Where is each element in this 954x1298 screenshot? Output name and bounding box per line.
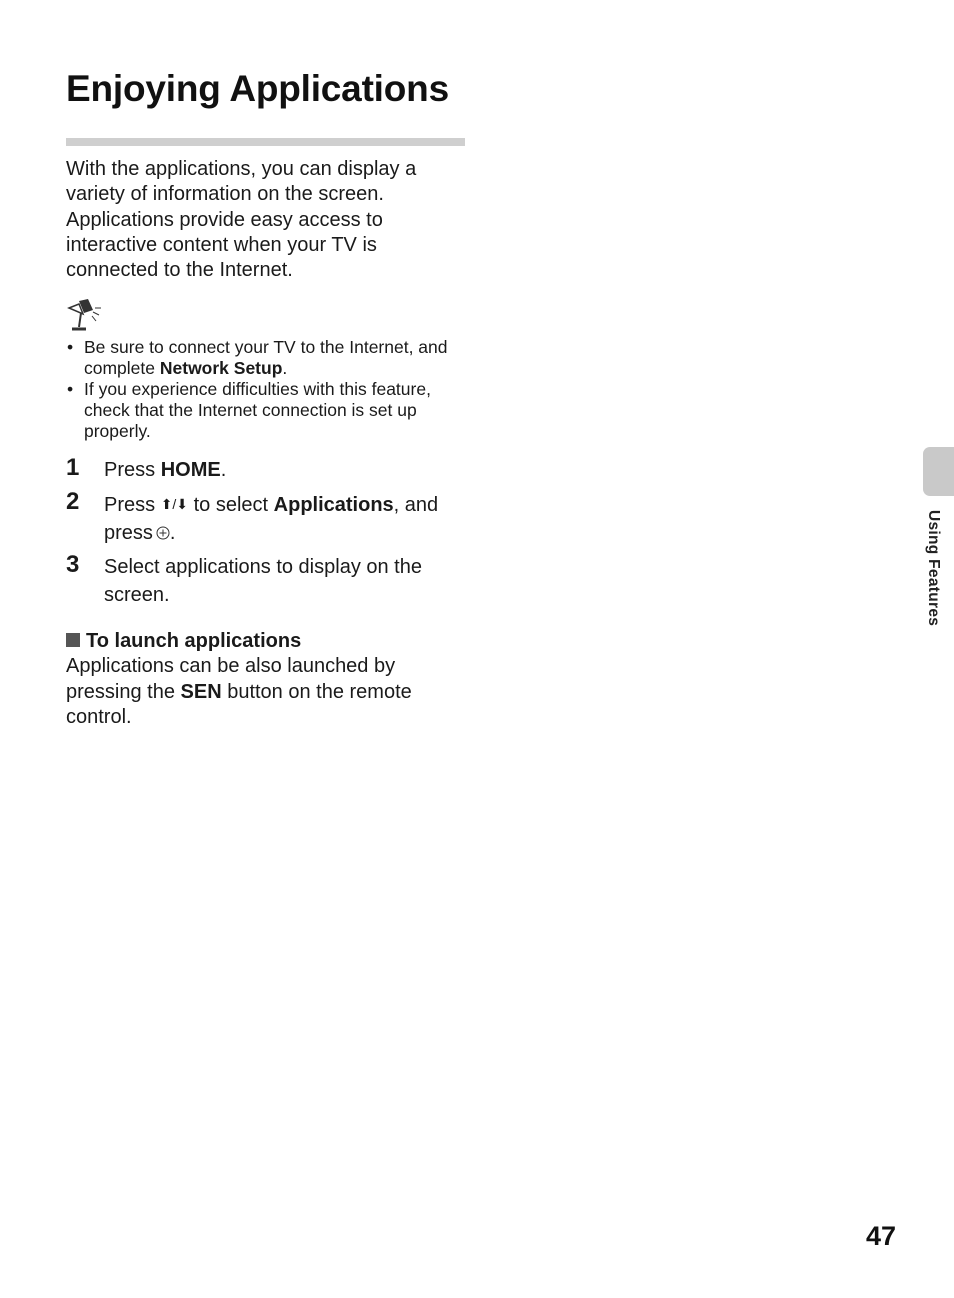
up-down-arrow-icon: ⬆/⬇ xyxy=(160,496,189,512)
title-rule xyxy=(66,138,465,146)
step-1: 1 Press HOME. xyxy=(66,454,227,481)
step-2: 2 Press ⬆/⬇ to select Applications, and press . xyxy=(66,488,439,544)
applications-label: Applications xyxy=(273,494,394,516)
section-heading: To launch applications xyxy=(66,628,466,654)
network-setup-label: Network Setup xyxy=(159,358,283,378)
tip-item: • If you experience difficulties with this feature, check that the Internet connection is set up properly. xyxy=(67,379,431,441)
lamp-tip-icon xyxy=(66,299,102,333)
square-bullet-icon xyxy=(66,633,80,647)
launch-section xyxy=(66,628,466,731)
tip-item: • Be sure to connect your TV to the Internet, and complete Network Setup. xyxy=(67,337,448,378)
sen-button-label: SEN xyxy=(180,680,222,703)
enter-button-icon xyxy=(156,526,170,540)
tips-list xyxy=(66,337,466,442)
step-3: 3 Select applications to display on the screen. xyxy=(66,551,422,606)
section-body: Applications can be also launched by pressing the SEN button on the remote control. xyxy=(66,655,412,728)
intro-paragraph: With the applications, you can display a variety of information on the screen. Applications provide easy access to interactive content when your TV is connected to the Internet. xyxy=(66,158,417,282)
side-tab xyxy=(923,447,954,496)
step-number: 2 xyxy=(66,488,80,515)
step-number: 3 xyxy=(66,551,80,578)
bullet: • xyxy=(67,379,74,399)
bullet: • xyxy=(67,337,74,357)
steps-list xyxy=(66,456,466,615)
page-number: 47 xyxy=(866,1221,897,1251)
side-label: Using Features xyxy=(925,510,942,627)
home-button-label: HOME xyxy=(160,459,221,481)
step-number: 1 xyxy=(66,454,80,481)
page-title: Enjoying Applications xyxy=(66,68,449,109)
